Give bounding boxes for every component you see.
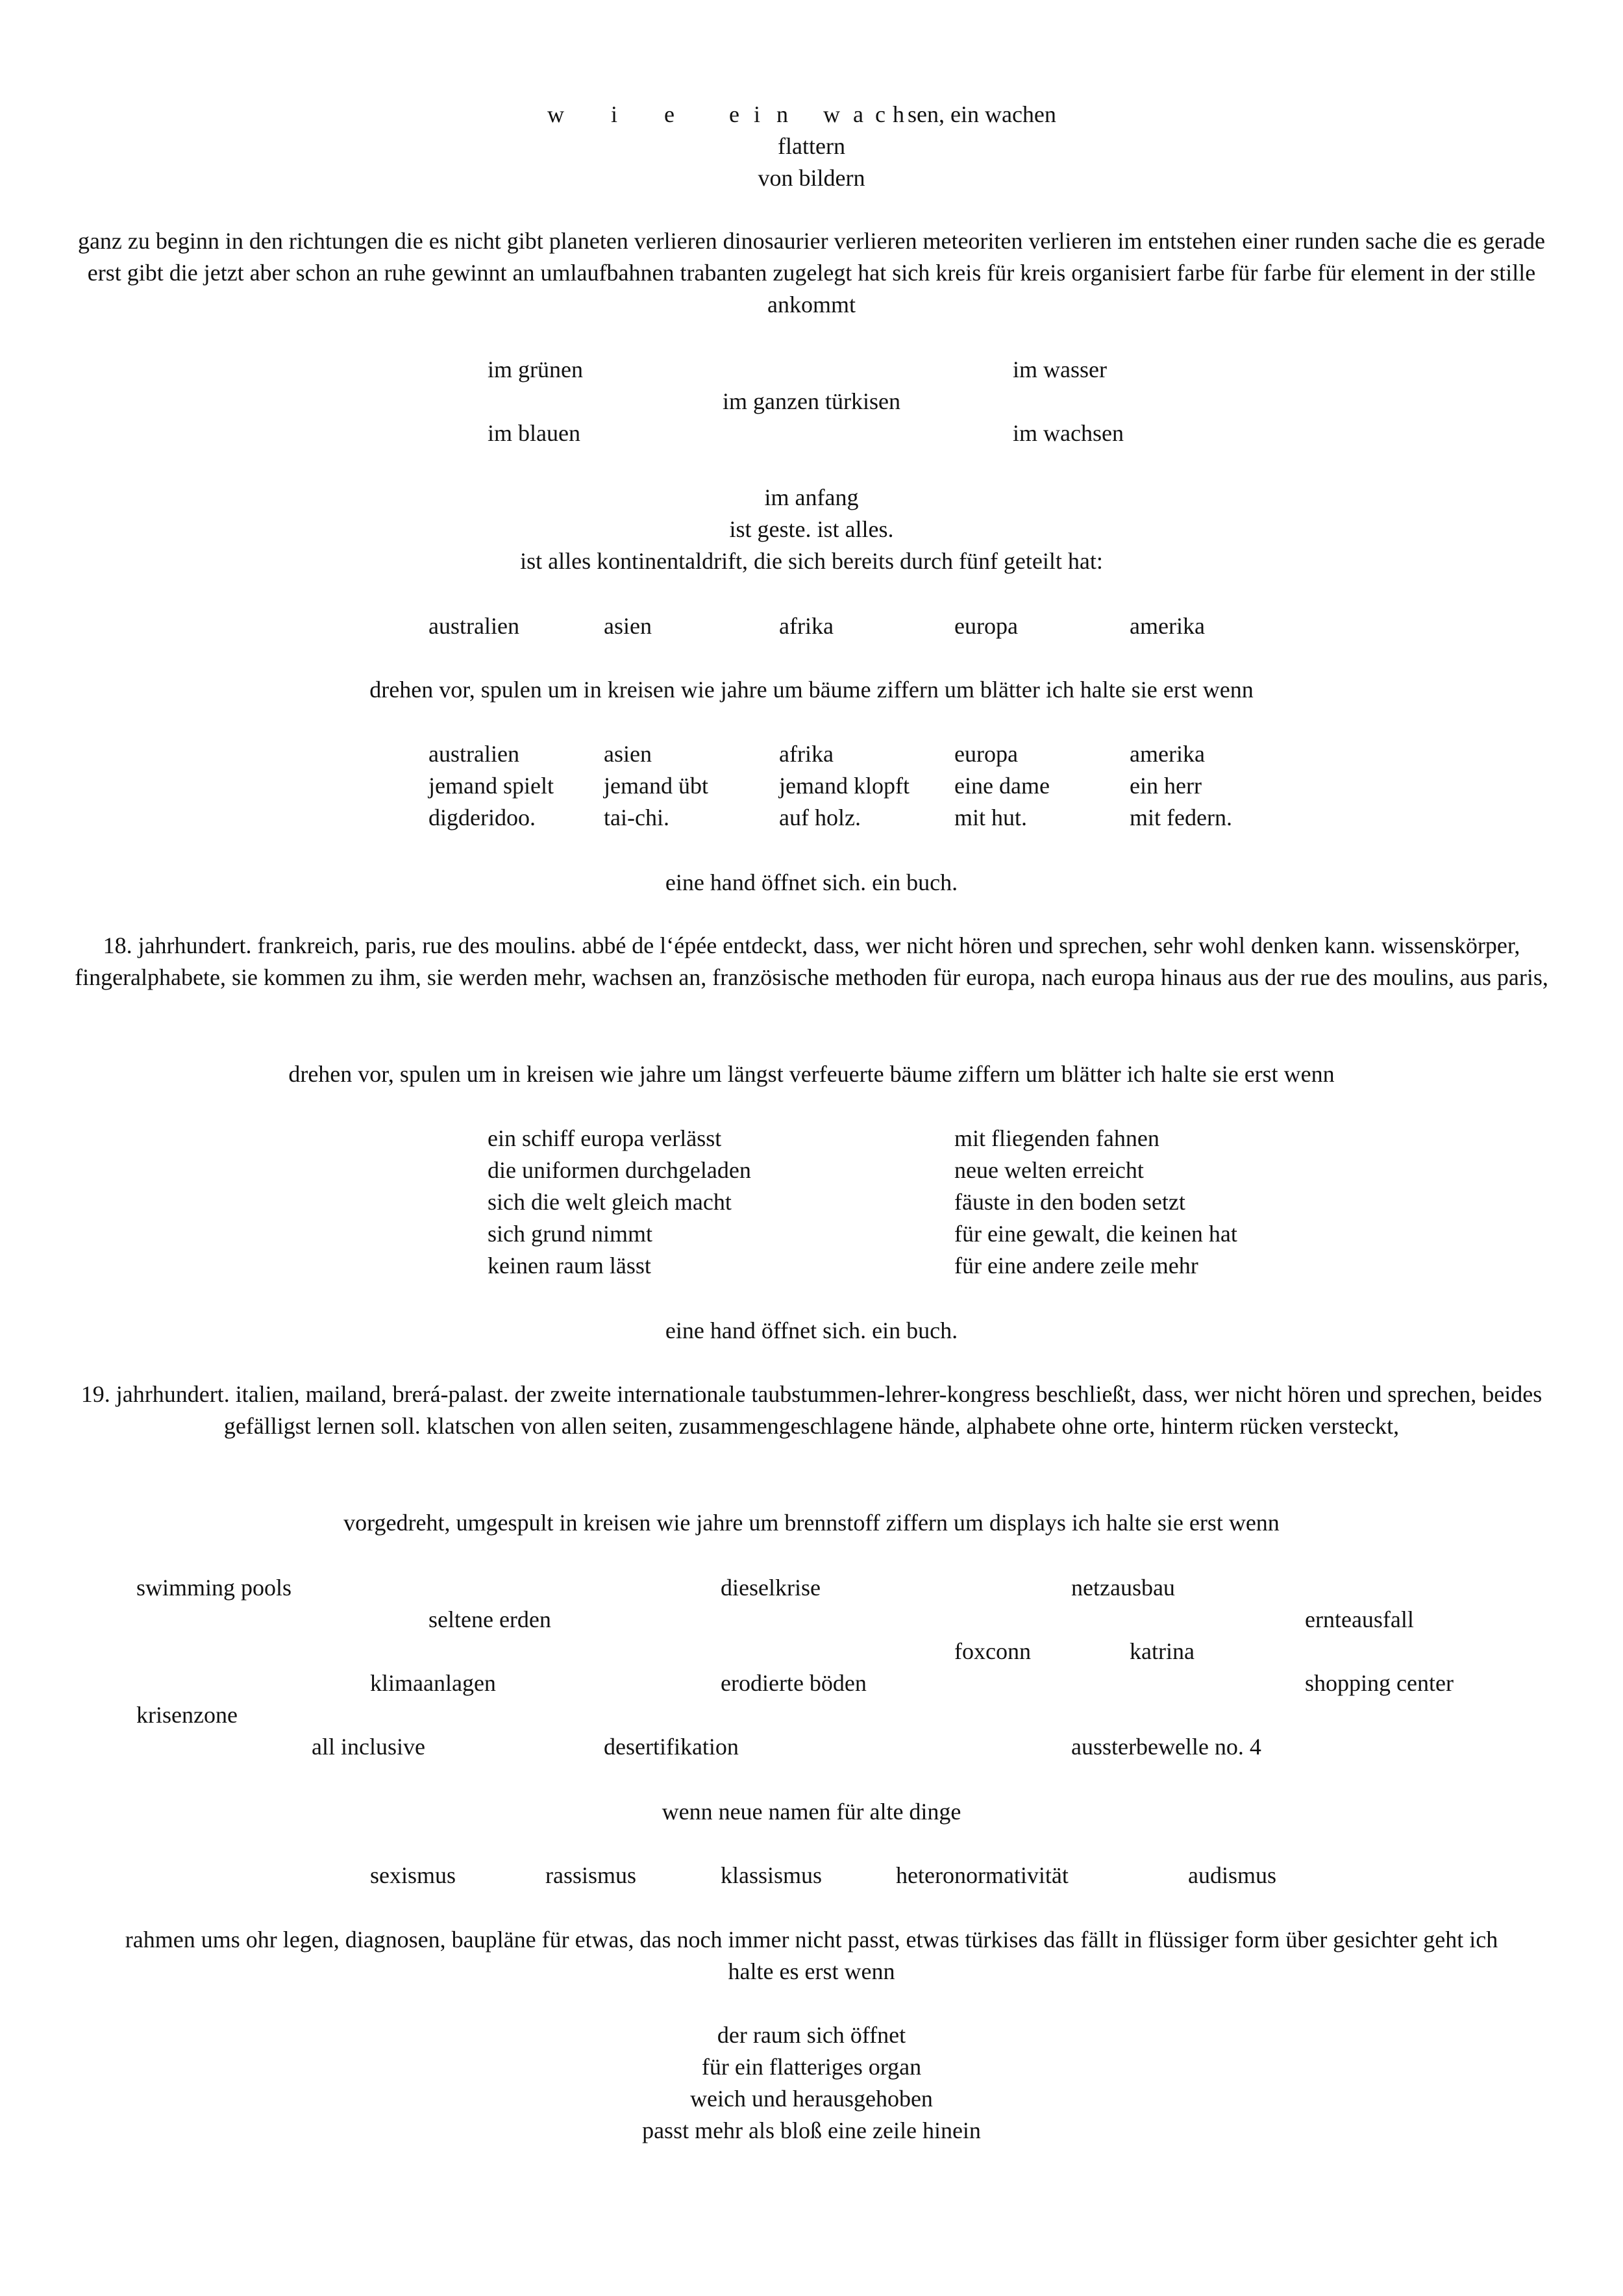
table-cell: digderidoo. [428,805,536,830]
ism-word: klassismus [721,1862,823,1888]
hand-line-1: eine hand öffnet sich. ein buch. [665,869,958,895]
continent-label: amerika [1130,613,1205,639]
scatter-word: katrina [1130,1638,1195,1664]
word-im-wasser: im wasser [1013,356,1107,382]
table-cell: tai-chi. [604,805,669,830]
ship-line-left: die uniformen durchgeladen [488,1157,751,1183]
title-letter: n [776,101,788,127]
anfang-line-1: im anfang [764,484,859,510]
vorgedreht-line: vorgedreht, umgespult in kreisen wie jahre um brennstoff ziffern um displays ich halte sie erst wenn [343,1510,1280,1536]
table-cell: ein herr [1130,773,1202,799]
table-cell: afrika [779,741,834,767]
title-line-2: flattern [778,133,845,159]
ending-line: für ein flatteriges organ [701,2054,922,2080]
scatter-word: dieselkrise [721,1575,821,1601]
ship-line-right: fäuste in den boden setzt [954,1189,1185,1215]
title-rest: sen, ein wachen [908,101,1056,127]
continent-label: asien [604,613,652,639]
title-letter: i [754,101,761,127]
table-cell: amerika [1130,741,1205,767]
title-letter: a [853,101,863,127]
ship-line-left: keinen raum lässt [488,1253,651,1279]
table-cell: asien [604,741,652,767]
table-cell: mit federn. [1130,805,1232,830]
ending-line: der raum sich öffnet [717,2022,906,2048]
namen-line: wenn neue namen für alte dinge [662,1799,961,1825]
title-line-3: von bildern [758,165,865,191]
ship-line-left: sich die welt gleich macht [488,1189,732,1215]
table-cell: eine dame [954,773,1050,799]
hand-line-2: eine hand öffnet sich. ein buch. [665,1317,958,1343]
scatter-word: krisenzone [136,1702,238,1728]
anfang-line-2: ist geste. ist alles. [729,516,894,542]
ship-line-right: neue welten erreicht [954,1157,1144,1183]
scatter-word: foxconn [954,1638,1031,1664]
title-letter: h [893,101,904,127]
ship-line-left: ein schiff europa verlässt [488,1125,722,1151]
scatter-word: aussterbewelle no. 4 [1071,1734,1261,1760]
title-letter: i [611,101,618,127]
table-cell: europa [954,741,1018,767]
paragraph-19th-century: 19. jahrhundert. italien, mailand, brerá-palast. der zweite internationale taubstummen-lehrer-kongress beschließt, dass, wer nicht hören und sprechen, beides gefälligst lernen soll. klatschen von allen seiten, zusammengeschlagene hände, alphabete ohne orte, hinterm rücken versteckt, [81,1381,1542,1439]
drehen-line-1: drehen vor, spulen um in kreisen wie jahre um bäume ziffern um blätter ich halte sie erst wenn [369,677,1254,703]
continent-label: afrika [779,613,834,639]
table-cell: australien [428,741,519,767]
table-cell: jemand spielt [428,773,554,799]
paragraph-beginning: ganz zu beginn in den richtungen die es nicht gibt planeten verlieren dinosaurier verlieren meteoriten verlieren im entstehen einer runden sache die es gerade erst gibt die jetzt aber schon an ruhe gewinnt an umlaufbahnen trabanten zugelegt hat sich kreis für kreis organisiert farbe für farbe für element in der stille ankommt [77,228,1546,318]
ending-line: passt mehr als bloß eine zeile hinein [642,2117,981,2143]
word-im-wachsen: im wachsen [1013,420,1124,446]
ism-word: rassismus [545,1862,637,1888]
word-im-blauen: im blauen [488,420,580,446]
ism-word: sexismus [370,1862,456,1888]
ism-word: audismus [1188,1862,1277,1888]
scatter-word: swimming pools [136,1575,292,1601]
title-letter: e [729,101,739,127]
ship-line-left: sich grund nimmt [488,1221,652,1247]
scatter-word: klimaanlagen [370,1670,496,1696]
word-im-gruenen: im grünen [488,356,583,382]
scatter-word: erodierte böden [721,1670,867,1696]
table-cell: auf holz. [779,805,861,830]
anfang-line-3: ist alles kontinentaldrift, die sich bereits durch fünf geteilt hat: [520,548,1103,574]
table-cell: jemand übt [604,773,708,799]
scatter-word: shopping center [1305,1670,1454,1696]
continent-label: europa [954,613,1018,639]
continent-label: australien [428,613,519,639]
scatter-word: desertifikation [604,1734,739,1760]
title-letter: w [547,101,564,127]
scatter-word: all inclusive [312,1734,425,1760]
scatter-word: ernteausfall [1305,1606,1414,1632]
scatter-word: seltene erden [428,1606,551,1632]
title-letter: c [875,101,886,127]
ship-line-right: mit fliegenden fahnen [954,1125,1159,1151]
table-cell: jemand klopft [779,773,910,799]
paragraph-18th-century: 18. jahrhundert. frankreich, paris, rue des moulins. abbé de l‘épée entdeckt, dass, wer nicht hören und sprechen, sehr wohl denken kann. wissenskörper, fingeralphabete, sie kommen zu ihm, sie werden mehr, wachsen an, französische methoden für europa, nach europa hinaus aus der rue des moulins, aus paris, [75,932,1548,990]
drehen-line-2: drehen vor, spulen um in kreisen wie jahre um längst verfeuerte bäume ziffern um blätter ich halte sie erst wenn [288,1061,1335,1087]
table-cell: mit hut. [954,805,1028,830]
scatter-word: netzausbau [1071,1575,1175,1601]
paragraph-rahmen: rahmen ums ohr legen, diagnosen, baupläne für etwas, das noch immer nicht passt, etwas türkises das fällt in flüssiger form über gesichter geht ich halte es erst wenn [125,1927,1498,1984]
title-letter: w [823,101,840,127]
title-letter: e [664,101,675,127]
word-im-ganzen-tuerkisen: im ganzen türkisen [723,388,900,414]
ship-line-right: für eine gewalt, die keinen hat [954,1221,1237,1247]
ending-line: weich und herausgehoben [690,2086,933,2112]
ship-line-right: für eine andere zeile mehr [954,1253,1198,1279]
ism-word: heteronormativität [896,1862,1069,1888]
